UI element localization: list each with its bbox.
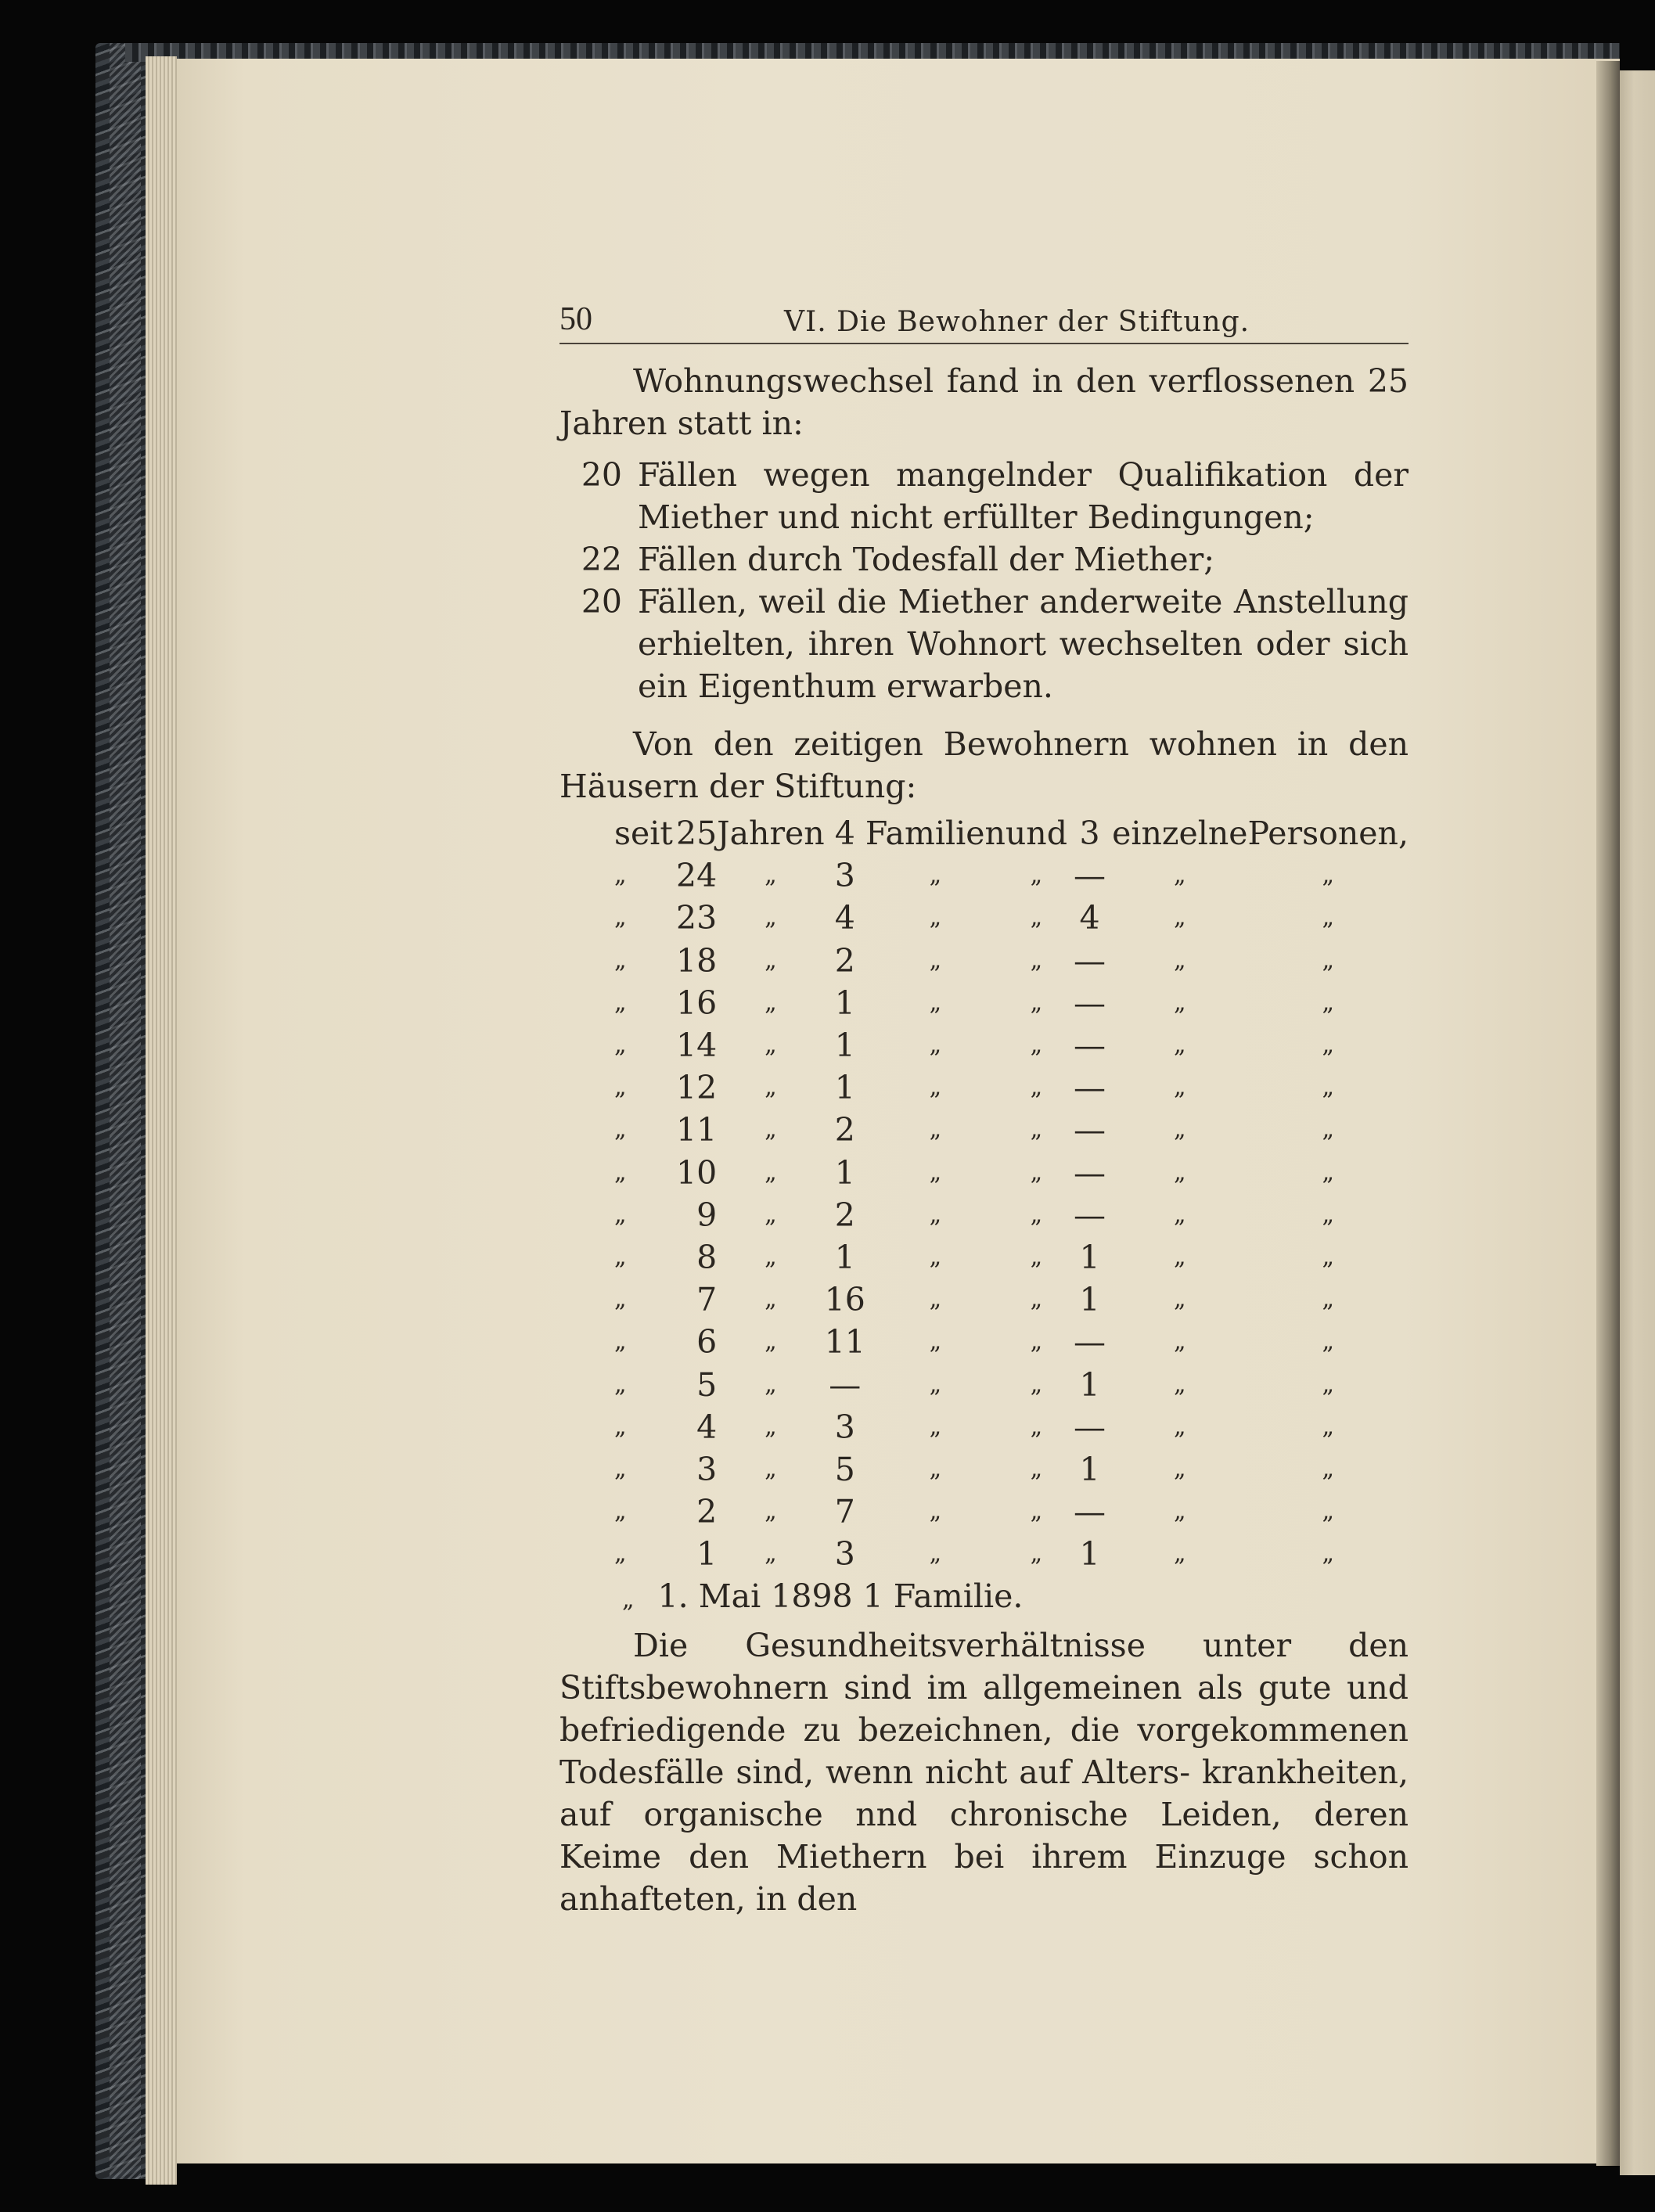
persons-cell: — [1074,857,1106,895]
last-line-text: 1. Mai 1898 1 Familie. [657,1577,1024,1616]
ditto-seit: „ [614,1158,627,1186]
ditto-seit: „ [614,1116,627,1144]
ditto-personen: „ [1322,1455,1335,1483]
familien-label: Familien [865,815,1006,853]
years-cell: 25 [675,815,718,853]
ditto-familien: „ [929,904,942,932]
ditto-jahren: „ [765,1031,777,1059]
table-row [614,897,1409,939]
ditto-seit: „ [614,1286,627,1314]
ditto-familien: „ [929,1031,942,1059]
years-cell: 16 [675,984,718,1022]
persons-cell: 4 [1079,899,1100,937]
table-header-row [614,812,1409,854]
ditto-jahren: „ [765,904,777,932]
ditto-familien: „ [929,1455,942,1483]
table-row [614,1152,1409,1194]
ditto-einzelne: „ [1174,1200,1186,1228]
table-row [614,982,1409,1024]
families-cell: 5 [834,1450,855,1488]
ditto-und: „ [1030,1455,1043,1483]
table-row [614,1024,1409,1066]
ditto-einzelne: „ [1174,1243,1186,1271]
ditto-personen: „ [1322,1074,1335,1102]
personen-label: Personen, [1247,815,1409,853]
ditto-und: „ [1030,1370,1043,1398]
item-text: Fällen, weil die Miether anderweite Anstellung erhielten, ihren Wohnort wechselten oder sich ein Eigenthum erwarben. [638,583,1409,705]
ditto-personen: „ [1322,904,1335,932]
ditto-familien: „ [929,1200,942,1228]
families-cell: 3 [834,857,855,895]
ditto-jahren: „ [765,1158,777,1186]
ditto-personen: „ [1322,1540,1335,1568]
persons-cell: 1 [1079,1450,1100,1488]
years-cell: 7 [696,1281,718,1319]
ditto-familien: „ [929,1158,942,1186]
families-cell: 3 [834,1535,855,1574]
families-cell: 2 [834,941,855,980]
ditto-familien: „ [929,1540,942,1568]
und-label: und [1005,815,1067,853]
families-cell: 1 [834,984,855,1022]
ditto-personen: „ [1322,1328,1335,1356]
ditto-einzelne: „ [1174,988,1186,1016]
ditto-jahren: „ [765,1074,777,1102]
paragraph-bewohner: Von den zeitigen Bewohnern wohnen in den Häusern der Stiftung: [559,725,1409,805]
table-row [614,1491,1409,1533]
persons-cell: 1 [1079,1281,1100,1319]
ditto-jahren: „ [765,946,777,974]
ditto-personen: „ [1322,1031,1335,1059]
seit-label: seit [614,815,673,853]
ditto-und: „ [1030,1286,1043,1314]
years-cell: 18 [675,941,718,980]
paragraph-wohnungswechsel: Wohnungswechsel fand in den verflossenen 25 Jahren statt in: [559,362,1409,442]
ditto-einzelne: „ [1174,1286,1186,1314]
families-cell: — [829,1365,862,1404]
families-cell: 1 [834,1027,855,1065]
table-row [614,1448,1409,1491]
ditto-und: „ [1030,1328,1043,1356]
table-row [614,854,1409,897]
persons-cell: — [1074,1069,1106,1107]
page-number: 50 [559,301,592,337]
item-count: 20 [581,583,622,620]
book-cover-edge [110,43,141,2179]
years-cell: 8 [696,1238,718,1276]
persons-cell: — [1074,1153,1106,1192]
families-cell: 16 [824,1281,865,1319]
persons-cell: 3 [1079,815,1100,853]
ditto-familien: „ [929,1412,942,1440]
list-item [580,454,1409,538]
item-count: 22 [581,541,622,578]
table-row [614,1533,1409,1575]
ditto-personen: „ [1322,1200,1335,1228]
ditto-und: „ [1030,1412,1043,1440]
ditto-seit: „ [614,1455,627,1483]
persons-cell: 1 [1079,1365,1100,1404]
ditto-seit: „ [614,1540,627,1568]
persons-cell: — [1074,1111,1106,1149]
table-row [614,1363,1409,1405]
persons-cell: 1 [1079,1238,1100,1276]
ditto-seit: „ [614,1074,627,1102]
ditto-seit: „ [614,1200,627,1228]
paragraph-gesundheit: Die Gesundheitsverhältnisse unter den Stiftsbewohnern sind im allgemeinen als gute und befriedigende zu bezeichnen, die vorgekommenen Todesfälle sind, wenn nicht auf Alters- krankheiten, auf organische nnd chronische Leiden, deren Keime den Miethern bei ihrem Einzuge schon anhafteten, in den [559,1627,1409,1919]
ditto-und: „ [1030,988,1043,1016]
running-title: VI. Die Bewohner der Stiftung. [784,306,1250,338]
families-cell: 11 [824,1323,865,1361]
ditto-jahren: „ [765,1370,777,1398]
ditto-jahren: „ [765,1328,777,1356]
years-cell: 2 [696,1493,718,1531]
ditto-familien: „ [929,1498,942,1526]
families-cell: 1 [834,1238,855,1276]
ditto-familien: „ [929,1286,942,1314]
years-cell: 12 [675,1069,718,1107]
ditto-seit: „ [614,1412,627,1440]
ditto-seit: „ [614,1031,627,1059]
ditto-seit: „ [614,1328,627,1356]
years-cell: 23 [675,899,718,937]
residents-table [614,812,1409,1575]
ditto-personen: „ [1322,1243,1335,1271]
ditto-einzelne: „ [1174,1031,1186,1059]
persons-cell: — [1074,1493,1106,1531]
persons-cell: — [1074,941,1106,980]
ditto-seit: „ [614,904,627,932]
ditto-mark: „ [622,1586,635,1614]
families-cell: 2 [834,1196,855,1234]
ditto-jahren: „ [765,1498,777,1526]
table-row [614,1321,1409,1363]
ditto-einzelne: „ [1174,1074,1186,1102]
ditto-einzelne: „ [1174,1540,1186,1568]
ditto-einzelne: „ [1174,904,1186,932]
ditto-einzelne: „ [1174,1158,1186,1186]
table-row [614,1406,1409,1448]
ditto-jahren: „ [765,1540,777,1568]
ditto-personen: „ [1322,1286,1335,1314]
page-gutter [1596,61,1620,2166]
persons-cell: — [1074,1196,1106,1234]
ditto-einzelne: „ [1174,1328,1186,1356]
ditto-personen: „ [1322,1370,1335,1398]
ditto-und: „ [1030,861,1043,890]
families-cell: 7 [834,1493,855,1531]
ditto-familien: „ [929,1370,942,1398]
ditto-jahren: „ [765,1286,777,1314]
ditto-seit: „ [614,946,627,974]
years-cell: 5 [696,1365,718,1404]
ditto-und: „ [1030,904,1043,932]
table-last-line [559,1575,1409,1621]
ditto-einzelne: „ [1174,946,1186,974]
ditto-familien: „ [929,1243,942,1271]
ditto-personen: „ [1322,1498,1335,1526]
persons-cell: — [1074,1323,1106,1361]
ditto-familien: „ [929,946,942,974]
families-cell: 1 [834,1153,855,1192]
years-cell: 10 [675,1153,718,1192]
page-stack-edge [146,56,177,2185]
persons-cell: — [1074,984,1106,1022]
years-cell: 1 [696,1535,718,1574]
ditto-jahren: „ [765,1455,777,1483]
ditto-personen: „ [1322,1412,1335,1440]
ditto-und: „ [1030,1116,1043,1144]
persons-cell: 1 [1079,1535,1100,1574]
ditto-personen: „ [1322,1158,1335,1186]
ditto-seit: „ [614,988,627,1016]
ditto-familien: „ [929,988,942,1016]
families-cell: 2 [834,1111,855,1149]
persons-cell: — [1074,1027,1106,1065]
ditto-seit: „ [614,861,627,890]
item-text: Fällen durch Todesfall der Miether; [638,541,1215,578]
ditto-familien: „ [929,861,942,890]
ditto-einzelne: „ [1174,1116,1186,1144]
ditto-und: „ [1030,1540,1043,1568]
ditto-einzelne: „ [1174,1370,1186,1398]
ditto-und: „ [1030,1200,1043,1228]
families-cell: 4 [834,899,855,937]
ditto-personen: „ [1322,861,1335,890]
ditto-seit: „ [614,1498,627,1526]
reasons-list [559,454,1409,707]
table-row [614,1066,1409,1109]
families-cell: 4 [834,815,855,853]
page-content [559,297,1409,1920]
jahren-label: Jahren [717,815,825,853]
ditto-familien: „ [929,1328,942,1356]
ditto-einzelne: „ [1174,1498,1186,1526]
years-cell: 14 [675,1027,718,1065]
ditto-und: „ [1030,946,1043,974]
list-item [580,581,1409,707]
ditto-jahren: „ [765,1412,777,1440]
einzelne-label: einzelne [1112,815,1248,853]
years-cell: 11 [675,1111,718,1149]
years-cell: 24 [675,857,718,895]
ditto-jahren: „ [765,1243,777,1271]
ditto-familien: „ [929,1074,942,1102]
ditto-einzelne: „ [1174,1455,1186,1483]
years-cell: 6 [696,1323,718,1361]
ditto-und: „ [1030,1031,1043,1059]
ditto-und: „ [1030,1074,1043,1102]
ditto-jahren: „ [765,988,777,1016]
families-cell: 3 [834,1408,855,1446]
running-header [559,297,1409,344]
ditto-jahren: „ [765,1200,777,1228]
ditto-seit: „ [614,1243,627,1271]
table-row [614,1109,1409,1151]
ditto-und: „ [1030,1498,1043,1526]
ditto-personen: „ [1322,1116,1335,1144]
facing-page-edge [1620,70,1655,2175]
ditto-seit: „ [614,1370,627,1398]
table-row [614,1236,1409,1279]
ditto-einzelne: „ [1174,861,1186,890]
ditto-und: „ [1030,1243,1043,1271]
item-text: Fällen wegen mangelnder Qualifikation der Miether und nicht erfüllter Bedingungen; [638,456,1409,536]
table-row [614,940,1409,982]
persons-cell: — [1074,1408,1106,1446]
ditto-jahren: „ [765,861,777,890]
ditto-einzelne: „ [1174,1412,1186,1440]
years-cell: 3 [696,1450,718,1488]
table-row [614,1194,1409,1236]
ditto-personen: „ [1322,946,1335,974]
ditto-familien: „ [929,1116,942,1144]
ditto-personen: „ [1322,988,1335,1016]
item-count: 20 [581,456,622,494]
ditto-und: „ [1030,1158,1043,1186]
ditto-jahren: „ [765,1116,777,1144]
years-cell: 4 [696,1408,718,1446]
list-item [580,538,1409,581]
table-row [614,1279,1409,1321]
families-cell: 1 [834,1069,855,1107]
years-cell: 9 [696,1196,718,1234]
